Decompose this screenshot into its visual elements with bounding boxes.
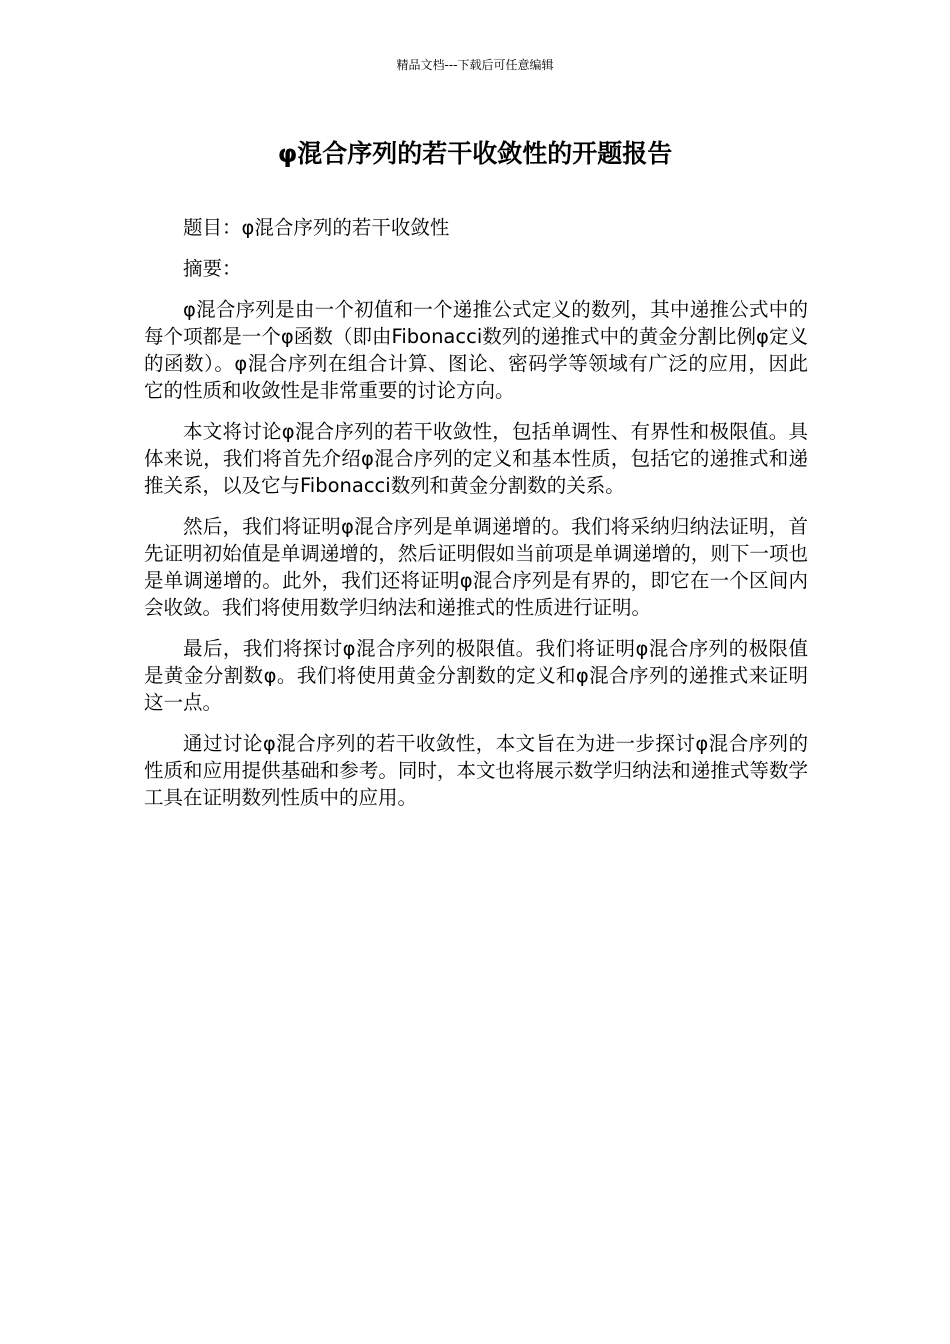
paragraph: 通过讨论φ混合序列的若干收敛性，本文旨在为进一步探讨φ混合序列的性质和应用提供基础和参考。同时，本文也将展示数学归纳法和递推式等数学工具在证明数列性质中的应用。 [144, 732, 808, 809]
paragraph: 最后，我们将探讨φ混合序列的极限值。我们将证明φ混合序列的极限值是黄金分割数φ。我们将使用黄金分割数的定义和φ混合序列的递推式来证明这一点。 [144, 637, 808, 714]
document-title: φ混合序列的若干收敛性的开题报告 [277, 139, 673, 168]
paragraph: 然后，我们将证明φ混合序列是单调递增的。我们将采纳归纳法证明，首先证明初始值是单调递增的，然后证明假如当前项是单调递增的，则下一项也是单调递增的。此外，我们还将证明φ混合序列是有界的，即它在一个区间内会收敛。我们将使用数学归纳法和递推式的性质进行证明。 [144, 515, 808, 619]
document-body [144, 214, 808, 825]
abstract-label: 摘要： [183, 257, 242, 280]
header-note: 精品文档---下载后可任意编辑 [396, 58, 554, 72]
paragraph: φ混合序列是由一个初值和一个递推公式定义的数列，其中递推公式中的每个项都是一个φ函数（即由Fibonacci数列的递推式中的黄金分割比例φ定义的函数）。φ混合序列在组合计算、图论、密码学等领域有广泛的应用，因此它的性质和收敛性是非常重要的讨论方向。 [144, 298, 808, 402]
topic-line: 题目：φ混合序列的若干收敛性 [183, 216, 450, 239]
paragraph: 本文将讨论φ混合序列的若干收敛性，包括单调性、有界性和极限值。具体来说，我们将首先介绍φ混合序列的定义和基本性质，包括它的递推式和递推关系，以及它与Fibonacci数列和黄金分割数的关系。 [144, 420, 808, 497]
